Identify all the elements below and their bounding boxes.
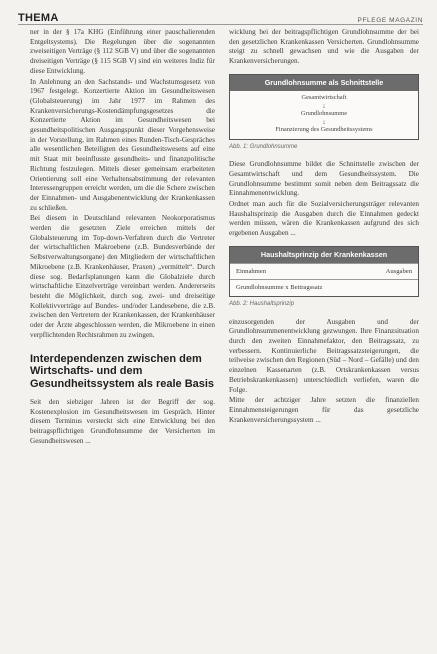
paragraph: Seit den siebziger Jahren ist der Begriff der sog. Kostenexplosion im Gesundheitswesen im Gespräch. Hinter diesem Terminus versteckt sich eine Entwicklung bei den beitragspflichtigen Grundlohnsumme der Versicherten im Gesundheitswesen ... <box>30 398 215 445</box>
figure-caption: Abb. 2: Haushaltsprinzip <box>229 300 295 307</box>
figure-body <box>230 91 418 139</box>
figure-haushaltsprinzip <box>229 246 419 297</box>
paragraph: einzusorgenden der Ausgaben und der Grundlohnsummenentwicklung gezwungen. Ihre Finanzsituation durch den zweiten Einnahmefaktor, den Beitragssatz, zu verbessern. Kontinuierliche Beitragssatzsteigerungen, die teilweise zwischen den Regionen (Süd – Nord – Gefälle) und den einzelnen Kassenarten (z.B. Ortskrankenkassen versus Betriebskrankenkassen) unterschiedlich verliefen, waren die Folge. <box>229 317 419 394</box>
figure-line: Grundlohnsumme <box>300 109 348 117</box>
figure-table <box>230 263 418 296</box>
arrow-down-icon: ↓ <box>322 117 326 126</box>
table-cell: Grundlohnsumme x Beitragssatz <box>230 280 418 296</box>
page-header <box>18 8 423 25</box>
section-heading: Interdependenzen zwischen dem Wirtschafts- und dem Gesundheitssystem als reale Basis <box>30 352 215 390</box>
figure-line: Gesamtwirtschaft <box>301 93 347 101</box>
table-row <box>230 280 418 296</box>
paragraph: ner in der § 17a KHG (Einführung einer pauschalierenden Entgeltsystems). Die Regelungen über die sogenannten zweiseitigen Verträge (§ 112 SGB V) und über die sogenannten dreiseitigen Verträge (§ 115 SGB V) sind ein weiteres Indiz für diese Entwicklung. <box>30 28 215 75</box>
figure-line: Finanzierung des Gesundheitssystems <box>275 125 373 133</box>
paragraph: Ordnet man auch für die Sozialversicherungsträger relevanten Haushaltsprinzip die Ausgaben durch die Einnahmen gedeckt werden müssen, wären die Krankenkassen aufgrund des sich ergebenen Ausgaben ... <box>229 200 419 238</box>
paragraph: wicklung bei der beitragspflichtigen Grundlohnsumme der bei den gesetzlichen Krankenkassen Versicherten. Grundlohnsumme steigt zu schnell gewachsen und wie die Ausgaben der Krankenversicherungen. <box>229 28 419 66</box>
section-title: THEMA <box>18 12 59 24</box>
left-column <box>30 28 215 448</box>
paragraph: Mitte der achtziger Jahre setzten die finanziellen Einnahmensteigerungen für das gesetzliche Krankenversicherungssystem ... <box>229 396 419 424</box>
arrow-down-icon: ↓ <box>322 101 326 110</box>
figure-caption: Abb. 1: Grundlohnsumme <box>229 143 298 150</box>
figure-grundlohnsumme <box>229 74 419 140</box>
figure-title: Haushaltsprinzip der Krankenkassen <box>230 247 418 263</box>
right-column <box>229 28 419 426</box>
magazine-name: PFLEGE MAGAZIN <box>357 17 423 24</box>
paragraph: Diese Grundlohnsumme bildet die Schnittstelle zwischen der Gesamtwirtschaft und dem Gesundheitssystem. Die Grundlohnsumme bestimmt somit neben dem Beitragssatz die Einnahmenentwicklung. <box>229 160 419 198</box>
table-cell: Einnahmen <box>230 263 328 280</box>
paragraph: Bei diesem in Deutschland relevanten Neokorporatismus werden die gesetzten Ziele erreichen mittels der Globalsteuerung im Top-down-Verfahren durch die Vertreter der wirtschaftlichen Makroebene (z.B. Bundesverbände der Selbstverwaltungsorgane) den Mitgliedern der wirtschaftlichen Mikroebene (z.B. Krankenhäuser, Praxen) „vermittelt“. Durch diese sog. Bedarfsplanungen kann die Globalziele durch wirtschaftliche Einzelverträge vereinbart werden. Andererseits besteht die Möglichkeit, durch sog. zwei- und dreiseitige Kollektivverträge auf Bundes- und/oder Landesebene, die z.B. zwischen den Vertretern der Krankenkassen, der Krankenhäuser oder der Ärzte abgeschlossen werden, die Mikroebene in einen verpflichtenden Rechtsrahmen zu zwingen. <box>30 214 215 339</box>
paragraph: In Anlehnung an den Sachstands- und Wachstumsgesetz von 1967 festgelegt. Konzertierte Aktion im Gesundheitswesen (Globalsteuerung) im Jahr 1977 im Rahmen des Krankenversicherungs-Kostendämpfungsgesetzes die Konzertierte Aktion im Gesundheitswesen bei gesundheitspolitischen Ausgangspunkt dieser Vorgehensweise in der Vorstellung, im Rahmen eines Runden-Tisch-Gespräches alle wesentlichen Beteiligten des Gesundheitswesens auf eine mit Staat mit beeinflusste gesundheits- und finanzpolitische Richtung festzulegen. Mittels dieser gemeinsam erarbeiteten Orientierung soll eine Verhaltensabstimmung der relevanten Interessengruppen erreicht werden, um die die Schere zwischen der Einnahmen- und Ausgabenentwicklung der Krankenkassen zu schließen. <box>30 77 215 212</box>
figure-title: Grundlohnsumme als Schnittstelle <box>230 75 418 91</box>
table-row <box>230 263 418 280</box>
table-cell: Ausgaben <box>328 263 418 280</box>
